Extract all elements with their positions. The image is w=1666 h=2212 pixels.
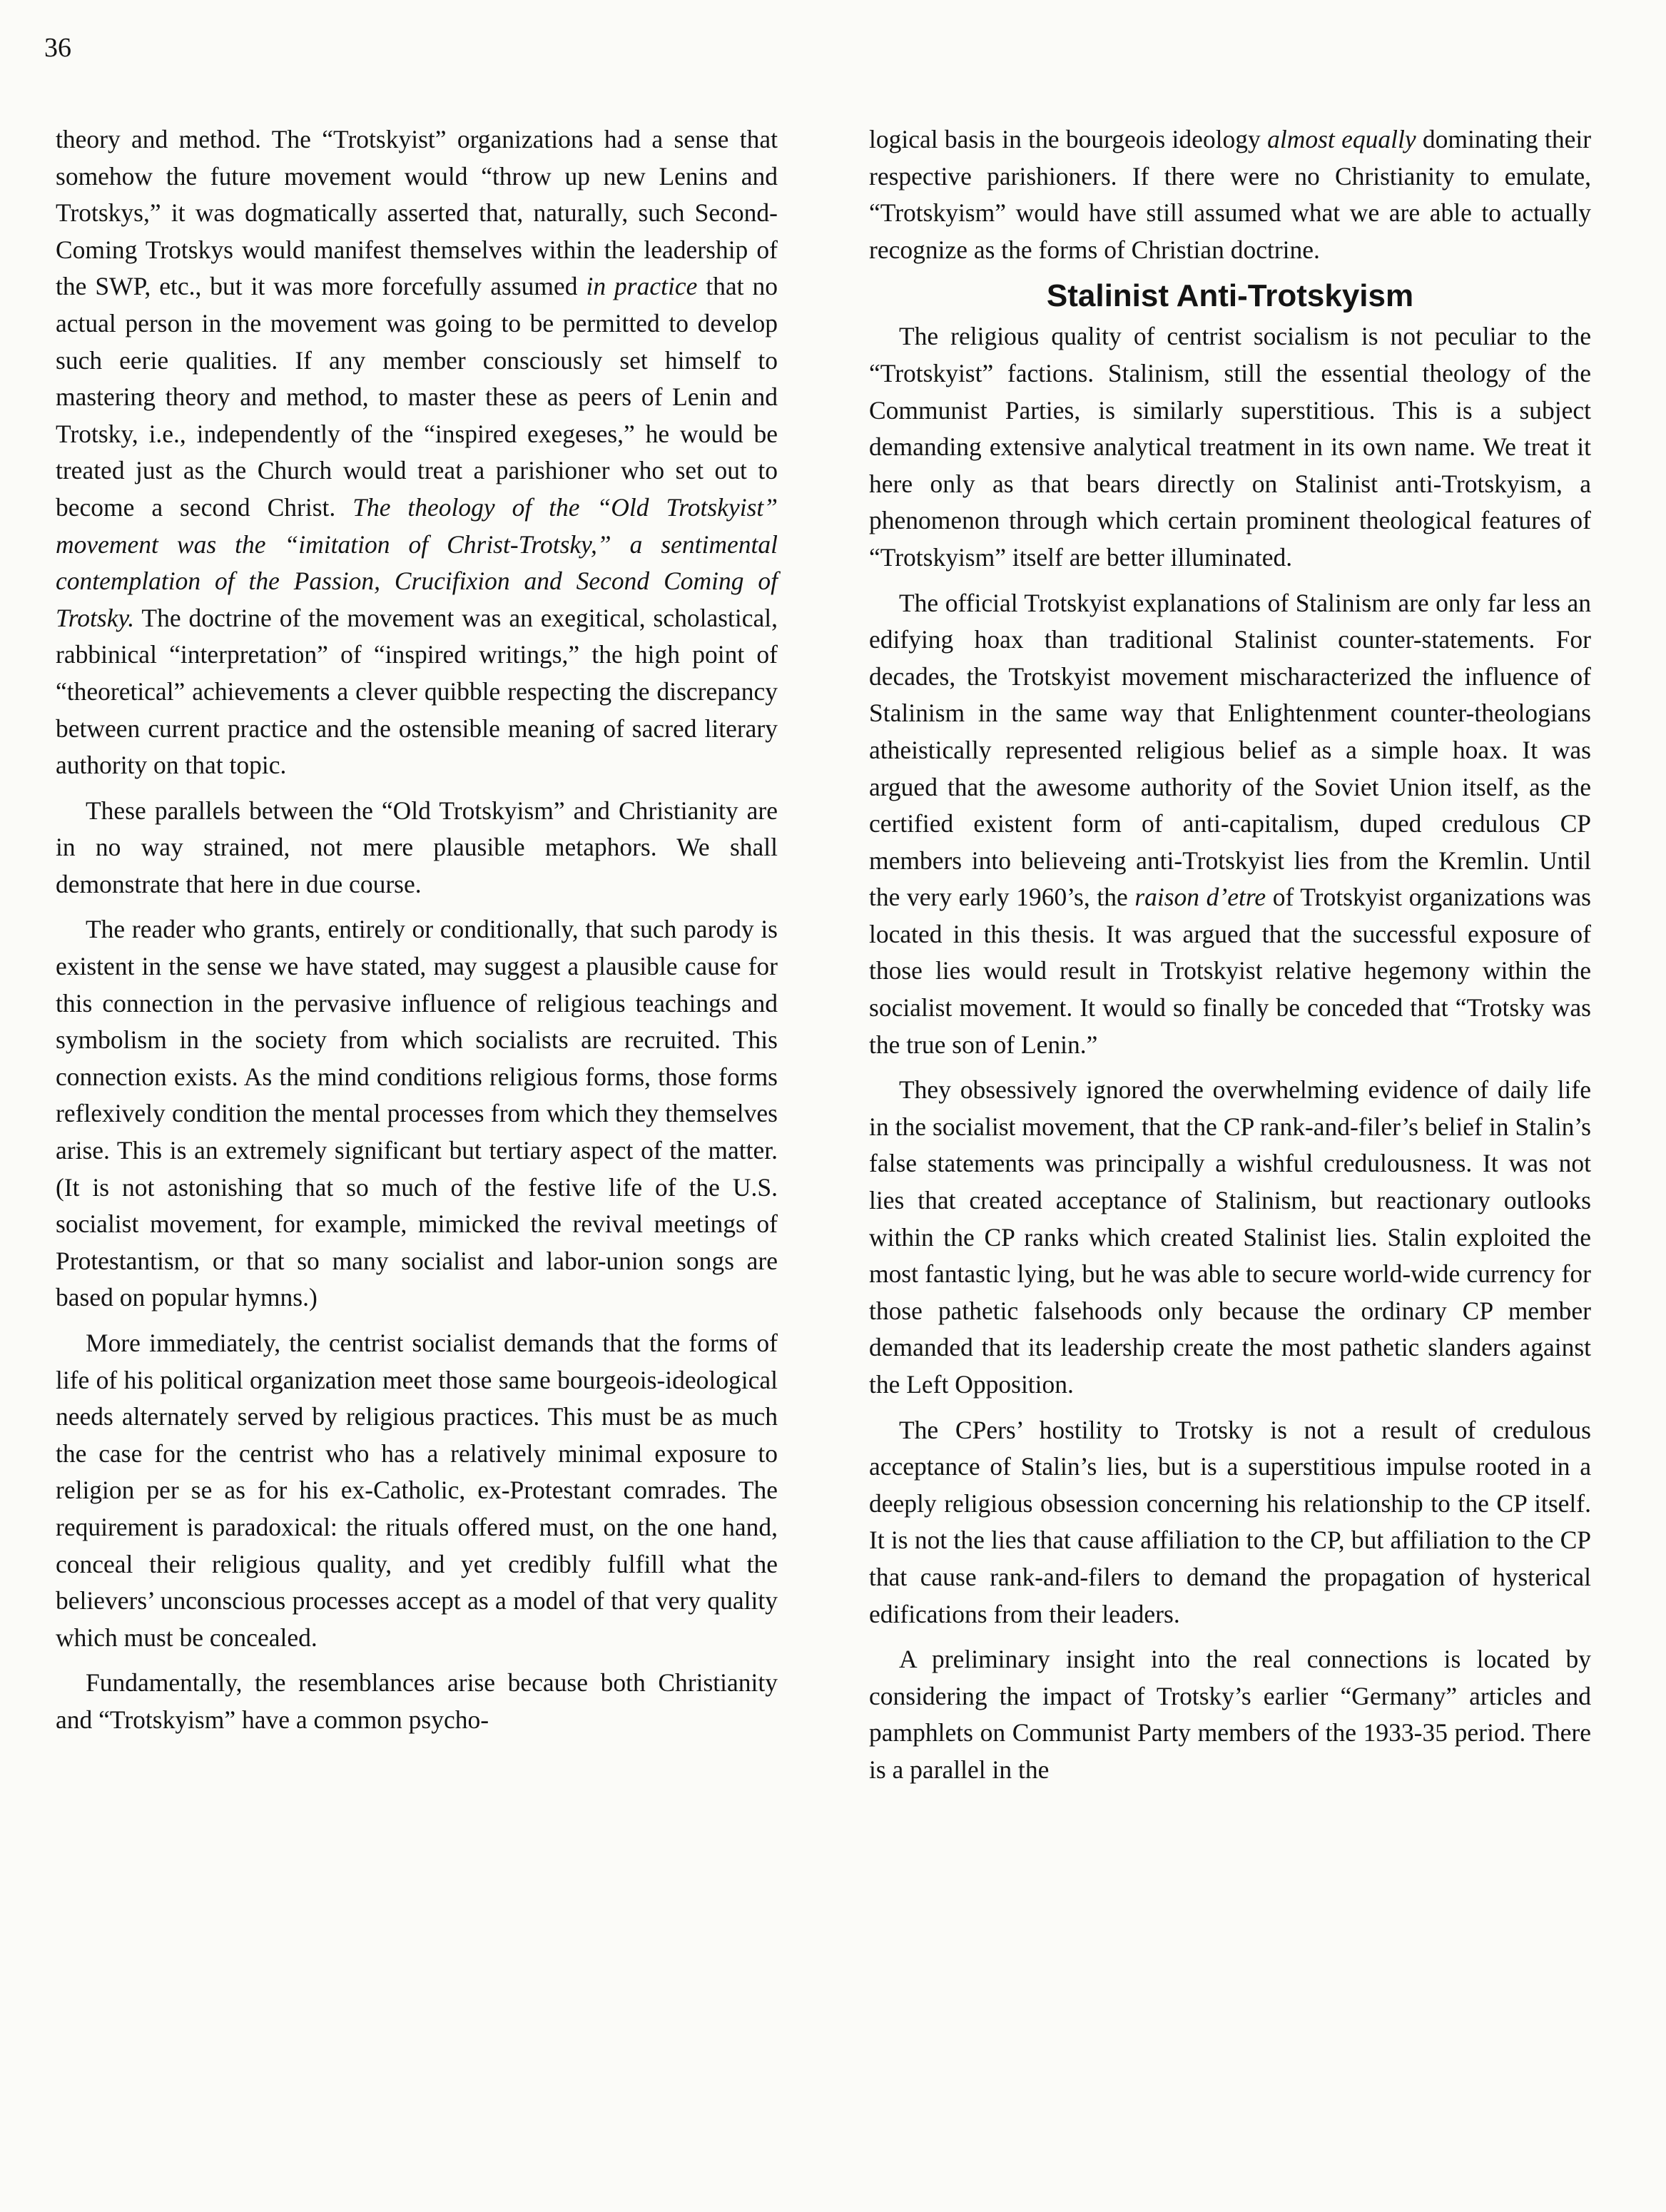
paragraph: The CPers’ hostility to Trotsky is not a result of credulous acceptance of Stalin’s lies, but is a superstitious impulse rooted in a deeply religious obsession concerning his relationship to the CP itself. It is not the lies that cause affiliation to the CP, but affiliation to the CP that cause rank-and-filers to demand the propagation of hysterical edifications from their leaders. <box>869 1415 1591 1628</box>
right-column <box>869 121 1591 1789</box>
paragraph: logical basis in the bourgeois ideology almost equally dominating their respective parishioners. If there were no Christianity to emulate, “Trotskyism” would have still assumed what we are able to actually recognize as the forms of Christian doctrine. <box>869 125 1592 264</box>
paragraph: The reader who grants, entirely or conditionally, that such parody is existent in the sense we have stated, may suggest a plausible cause for this connection in the pervasive influence of religious teachings and symbolism in the society from which socialists are recruited. This connection exists. As the mind conditions religious forms, those forms reflexively condition the mental processes from which they themselves arise. This is an extremely significant but tertiary aspect of the matter. (It is not astonishing that so much of the festive life of the U.S. socialist movement, for example, mimicked the revival meetings of Protestantism, or that so many socialist and labor-union songs are based on popular hymns.) <box>56 915 778 1312</box>
left-column <box>56 121 778 1739</box>
section-heading: Stalinist Anti-Trotskyism <box>1046 278 1414 314</box>
paragraph: The official Trotskyist explanations of Stalinism are only far less an edifying hoax than traditional Stalinist counter-statements. For decades, the Trotskyist movement mischaracterized the influence of Stalinism in the same way that Enlightenment counter-theologians atheistically represented religious belief as a simple hoax. It was argued that the awesome authority of the Soviet Union itself, as the certified existent form of anti-capitalism, duped credulous CP members into believeing anti-Trotskyist lies from the Kremlin. Until the very early 1960’s, the raison d’etre of Trotskyist organizations was located in this thesis. It was argued that the successful exposure of those lies would result in Trotskyist relative hegemony within the socialist movement. It would so finally be conceded that “Trotsky was the true son of Lenin.” <box>869 588 1591 1059</box>
paragraph: theory and method. The “Trotskyist” organizations had a sense that somehow the future movement would “throw up new Lenins and Trotskys,” it was dogmatically asserted that, naturally, such Second-Coming Trotskys would manifest themselves within the leadership of the SWP, etc., but it was more forcefully assumed in practice that no actual person in the movement was going to be permitted to develop such eerie qualities. If any member consciously set himself to mastering theory and method, to master these as peers of Lenin and Trotsky, i.e., independently of the “inspired exegeses,” he would be treated just as the Church would treat a parishioner who set out to become a second Christ. The theology of the “Old Trotskyist” movement was the “imitation of Christ-Trotsky,” a sentimental contemplation of the Passion, Crucifixion and Second Coming of Trotsky. The doctrine of the movement was an exegitical, scholastical, rabbinical “interpretation” of “inspired writings,” the high point of “theoretical” achievements a clever quibble respecting the discrepancy between current practice and the ostensible meaning of sacred literary authority on that topic. <box>56 125 778 780</box>
paragraph: More immediately, the centrist socialist demands that the forms of life of his political organization meet those same bourgeois-ideological needs alternately served by religious practices. This must be as much the case for the centrist who has a relatively minimal exposure to religion per se as for his ex-Catholic, ex-Protestant comrades. The requirement is paradoxical: the rituals offered must, on the one hand, conceal their religious quality, and yet credibly fulfill what the believers’ unconscious processes accept as a model of that very quality which must be concealed. <box>56 1329 778 1652</box>
paragraph: They obsessively ignored the overwhelming evidence of daily life in the socialist movement, that the CP rank-and-filer’s belief in Stalin’s false statements was principally a wishful credulousness. It was not lies that created acceptance of Stalinism, but reactionary outlooks within the CP ranks which created Stalinist lies. Stalin exploited the most fantastic lying, but he was able to secure world-wide currency for those pathetic falsehoods only because the ordinary CP member demanded that its leadership create the most pathetic slanders against the Left Opposition. <box>869 1075 1591 1399</box>
paragraph: A preliminary insight into the real connections is located by considering the impact of Trotsky’s earlier “Germany” articles and pamphlets on Communist Party members of the 1933-35 period. There is a parallel in the <box>869 1645 1591 1784</box>
page-number: 36 <box>44 33 71 63</box>
paragraph: The religious quality of centrist socialism is not peculiar to the “Trotskyist” factions. Stalinism, still the essential theology of the Communist Parties, is similarly superstitious. This is a subject demanding extensive analytical treatment in its own name. We treat it here only as that bears directly on Stalinist anti-Trotskyism, a phenomenon through which certain prominent theological features of “Trotskyism” itself are better illuminated. <box>869 322 1591 572</box>
paragraph: Fundamentally, the resemblances arise because both Christianity and “Trotskyism” have a common psycho- <box>56 1668 778 1734</box>
paragraph: These parallels between the “Old Trotskyism” and Christianity are in no way strained, not mere plausible metaphors. We shall demonstrate that here in due course. <box>56 796 778 898</box>
